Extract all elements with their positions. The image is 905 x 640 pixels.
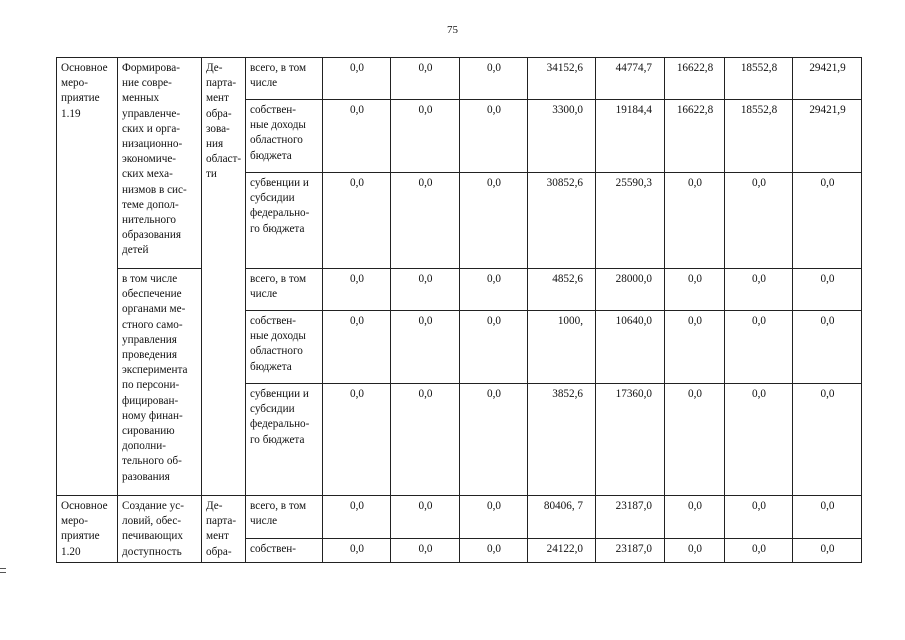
value-cell: 3852,6	[528, 384, 596, 496]
value-cell: 0,0	[323, 173, 391, 269]
value-cell: 0,0	[665, 496, 725, 539]
value-cell: 0,0	[460, 311, 528, 384]
value-cell: 0,0	[391, 496, 460, 539]
value-cell: 25590,3	[596, 173, 665, 269]
funding-source-cell: всего, в том числе	[246, 496, 323, 539]
value-cell: 0,0	[323, 100, 391, 173]
value-cell: 0,0	[323, 269, 391, 311]
value-cell: 0,0	[793, 269, 862, 311]
value-cell: 0,0	[391, 539, 460, 563]
value-cell: 44774,7	[596, 58, 665, 100]
value-cell: 0,0	[460, 173, 528, 269]
value-cell: 23187,0	[596, 539, 665, 563]
value-cell: 0,0	[460, 269, 528, 311]
value-cell: 28000,0	[596, 269, 665, 311]
value-cell: 0,0	[725, 311, 793, 384]
funding-source-cell: собствен- ные доходы областного бюджета	[246, 311, 323, 384]
responsible-cell: Де- парта- мент обра- зова- ния област- ти	[202, 58, 246, 496]
table-row	[57, 496, 862, 539]
value-cell: 0,0	[391, 269, 460, 311]
value-cell: 0,0	[665, 269, 725, 311]
funding-source-cell: субвенции и субсидии федерально- го бюджета	[246, 384, 323, 496]
value-cell: 0,0	[725, 496, 793, 539]
value-cell: 0,0	[323, 539, 391, 563]
value-cell: 10640,0	[596, 311, 665, 384]
value-cell: 0,0	[793, 311, 862, 384]
funding-source-cell: собствен-	[246, 539, 323, 563]
value-cell: 30852,6	[528, 173, 596, 269]
value-cell: 23187,0	[596, 496, 665, 539]
measure-cell: в том числе обеспечение органами ме- стного само- управления проведения эксперимента по персони- фицирован- ному финан- сированию дополни- тельного об- разования	[118, 269, 202, 496]
value-cell: 0,0	[793, 173, 862, 269]
value-cell: 0,0	[391, 100, 460, 173]
funding-source-cell: собствен- ные доходы областного бюджета	[246, 100, 323, 173]
value-cell: 0,0	[391, 311, 460, 384]
value-cell: 17360,0	[596, 384, 665, 496]
value-cell: 4852,6	[528, 269, 596, 311]
value-cell: 29421,9	[793, 100, 862, 173]
value-cell: 0,0	[665, 539, 725, 563]
value-cell: 0,0	[323, 384, 391, 496]
responsible-cell: Де- парта- мент обра-	[202, 496, 246, 563]
table-row	[57, 269, 862, 311]
value-cell: 0,0	[793, 384, 862, 496]
value-cell: 1000,	[528, 311, 596, 384]
value-cell: 0,0	[391, 173, 460, 269]
value-cell: 0,0	[725, 269, 793, 311]
funding-source-cell: всего, в том числе	[246, 269, 323, 311]
event-cell: Основное меро- приятие 1.19	[57, 58, 118, 496]
value-cell: 0,0	[793, 539, 862, 563]
value-cell: 0,0	[391, 384, 460, 496]
value-cell: 18552,8	[725, 58, 793, 100]
value-cell: 34152,6	[528, 58, 596, 100]
value-cell: 19184,4	[596, 100, 665, 173]
value-cell: 0,0	[323, 58, 391, 100]
measure-cell: Формирова- ние совре- менных управленче- ских и орга- низационно- экономиче- ских меха- низмов в сис- теме допол- нительного образования детей	[118, 58, 202, 269]
value-cell: 0,0	[460, 496, 528, 539]
value-cell: 0,0	[460, 100, 528, 173]
value-cell: 0,0	[793, 496, 862, 539]
value-cell: 0,0	[460, 384, 528, 496]
value-cell: 0,0	[460, 539, 528, 563]
value-cell: 18552,8	[725, 100, 793, 173]
value-cell: 0,0	[460, 58, 528, 100]
value-cell: 80406, 7	[528, 496, 596, 539]
value-cell: 0,0	[665, 173, 725, 269]
budget-table	[56, 57, 862, 563]
value-cell: 16622,8	[665, 100, 725, 173]
value-cell: 0,0	[665, 311, 725, 384]
measure-cell: Создание ус- ловий, обес- печивающих доступность	[118, 496, 202, 563]
value-cell: 0,0	[323, 496, 391, 539]
value-cell: 0,0	[391, 58, 460, 100]
value-cell: 0,0	[725, 539, 793, 563]
value-cell: 0,0	[725, 173, 793, 269]
value-cell: 29421,9	[793, 58, 862, 100]
value-cell: 0,0	[665, 384, 725, 496]
value-cell: 24122,0	[528, 539, 596, 563]
value-cell: 3300,0	[528, 100, 596, 173]
value-cell: 16622,8	[665, 58, 725, 100]
value-cell: 0,0	[725, 384, 793, 496]
table-row	[57, 58, 862, 100]
edge-mark	[0, 568, 6, 573]
event-cell: Основное меро- приятие 1.20	[57, 496, 118, 563]
funding-source-cell: субвенции и субсидии федерально- го бюджета	[246, 173, 323, 269]
funding-source-cell: всего, в том числе	[246, 58, 323, 100]
value-cell: 0,0	[323, 311, 391, 384]
page-number: 75	[447, 24, 458, 36]
